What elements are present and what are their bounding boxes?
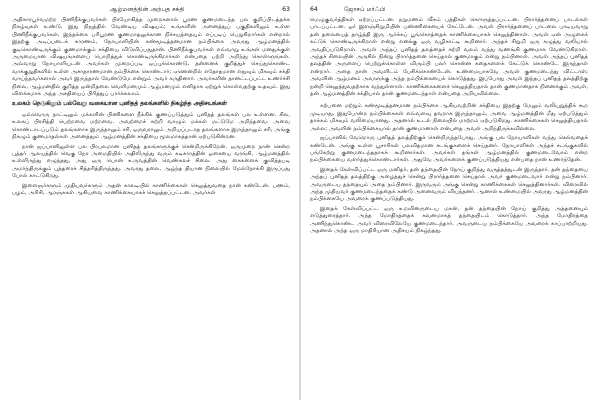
paragraph: ஜப்பானில் வேறொரு புனிதத் தலத்திற்குச் சென்றிருந்தபோது, அங்கு பல நோயாளிகள் வந்து செல்வதைக் கண்டேன். அங்கு உள்ள பூசாரிகள் பலவிதமான சடங்குகளைச் செய்தனர். நோயாளிகள் அந்தச் சடங்குகளில் பங்கேற்று குணமடைந்ததாகக் கூறினார்கள். அவர்கள் தங்கள் ஆழ்மனத்தில் குணமடைவோம் என்ற நம்பிக்கையை வளர்த்துக்கொண்டார்கள். அதுவே அவர்களைக் குணப்படுத்தியது என்பதை நான் உணர்ந்தேன். — [310, 135, 588, 164]
paragraph: மெழுகுவர்த்திகள் ஏற்றப்பட்டன. நறுமணம் வீசும் பத்திகள் கொளுத்தப்பட்டன. பிரார்த்தனைப் பாடல்கள் பாடப்பட்டன. ஓர் இளஞ்சிறுமியின் பண்ணிசையைக் கேட்டேன். அவள் பிரார்த்தனைப் பாடலை பாடியவாறு தன் தலையைத் தாழ்த்தி இரு ஆர்க்கப் பூங்கொத்தைக் காணிக்கையாகச் செலுத்தினாள். அவள் ஏன் அழுகைக் கட்டுக் கொண்டிருக்கிறாள் என்று எனக்கு ஒரு வழிகாட்டி கூறினார். அந்தச் சிறுமி ஒரு கழுத்து வலியால் அவதிப்படுகிறாள். அவள் அந்தப் புனிதத் தலத்தைச் சுற்றி வலம் வந்து வணங்கி குணமாக வேண்டுகிறாள். அந்தச் சிலையின் அருகில் நின்று பிரார்த்தனை செய்தால் குணமாகும் என்று நம்பினாள். அவள் அந்தப் புனிதத் தலத்தின் அருளைப் பெற்றுக்கொள்ள விரும்பி பலர் சொன்ன கதைகளைக் கேட்டுக் கொண்டே இருந்தாள் என்றார். அதை நான் அவளிடம் பேசிக்கொண்டேன். உண்மையாகவே அவள் குணமடைந்து விட்டாள்; அவளின் ஆழ்மனம் அவளுக்கு அந்த நம்பிக்கையைக் கொடுத்தது. இப்போது அவள் இந்தப் புனிதத் தலத்திற்கு நன்றி செலுத்துவதற்காக வந்துள்ளாள். காணிக்கைகளைச் செலுத்தியதால் தான் குணமானதாக நினைக்கும் அவள், தன் ஆழ்மனத்தின் சக்தியால் தான் குணமடைந்தாள் என்பதை அறியவில்லை. — [310, 17, 588, 98]
page-number: 64 — [310, 6, 318, 13]
paragraph: இதைக் கேள்விப்பட்ட ஒரு மனிதர், தன் தந்தையின் நோய் குறித்து வருத்தத்துடன் இருந்தார். தன் தந்தையை அந்தப் புனிதத் தலத்திற்கு அழைத்துச் சென்று பிரார்த்தனை செய்தால் அவர் குணமடைவார் என்று நம்பினார். அவருடைய தந்தையும் அதை நம்பினார். இருவரும் அங்கு சென்று காணிக்கைகள் செலுத்தினார்கள். விரைவில் அந்த முதியவர் குணமடைந்ததைக் கண்டு அனைவரும் வியந்தனர். ஆனால் உண்மையில் அவரது ஆழ்மனத்தின் நம்பிக்கையே அவரைக் குணப்படுத்தியது. — [310, 166, 588, 203]
left-page-header — [12, 6, 290, 14]
right-page-header — [310, 6, 588, 14]
page-number: 63 — [282, 6, 290, 13]
right-page — [300, 0, 600, 400]
paragraph: நான் ஜப்பானிலுள்ள பல பிரபலமான புனிதத் தலங்களுக்குச் சென்றிருக்கிறேன். ஒருமுறை நான் சென்ற புத்தர் ஆலயத்தில் வெகு நேர அமைதியில் அதிலிருந்து வரும் கடிகாரத்தின் ஓசையை வரங்கி, ஆழ்மனத்தில் உள்ளிருந்து எழுந்தது, அது ஒரு பொன் உருவத்தின் வெண்கலச் சிலை. அது கைகளைக் குவித்தபடி அமர்ந்திருக்கும் புத்தரைச் சித்தரித்திருந்தது. அவரது தலை, ஆழ்ந்த தியான நிலையில் மேல்நோக்கி இருப்பது போல் காட்டுகிறது. — [12, 143, 290, 180]
paragraph: இதைக் கேள்விப்பட்ட ஒரு உறவினருடைய மகன், தன் தந்தையின் நோய் குறித்து அத்தனையும் எடுத்துரைத்தார். அந்த மோதிரத்தைக் கவனமாகத் தந்தையிடம் கொடுத்தார். அந்த மோதிரத்தை அணிந்துகொண்ட அவர் விரைவிலேயே குணமடைந்தார். அவருடைய நம்பிக்கையே அவரைக் காப்பாற்றியது. அதனால் அந்த ஒரு மாதிரியான அதிசயம் நிகழ்ந்தது. — [310, 205, 588, 234]
paragraph: கற்பனை மற்றும் கண்மூடித்தனமான நம்பிக்கை ஆகியவற்றின் சக்தியை இதற்கு மேலும் வலியுறுத்திக் கூற முடியாது. இதுபோன்ற நம்பிக்கைகள் எவ்வளவு தவறாக இருந்தாலும், அவை ஆழ்மனத்தின் மீது ஏற்படுத்தும் தாக்கம் மிகவும் வலிமையானது. அதனால் உடல் நிலையில் மாற்றம் ஏற்படுகிறது. காணிக்கைகள் செலுத்தியதால் அல்ல; அவளின் நம்பிக்கையால் தான் குணமானாள் என்பதை அவள் அறிந்திருக்கவில்லை. — [310, 103, 588, 132]
paragraph: ஒவ்வொரு நாட்டிலும் மக்களின் பிணிகளை நீக்கிக் குணப்படுத்தும் புனிதத் தலங்கள் பல உள்ளன. சில, உலகப் பிரசித்தி பெற்றவை மற்றவை. அவற்றைச் சுற்றி வாழும் மக்கள் மட்டுமே அறிந்தவை. அவை கொண்டாடப்படும் தலங்களாக இருந்தாலும் சரி, ஒருவராலும் அறியப்படாத தலங்களாக இருந்தாலும் சரி, அங்கு நிகழும் குணமாதல்கள் அனைத்தும் ஆழ்மனத்தின் சக்தியை மூலமாகத்தான் ஏற்படுகின்றன. — [12, 111, 290, 141]
running-title: ஆழ்மனத்தின் அற்புத சக்தி — [109, 6, 185, 13]
paragraph: அதிகாரபூர்வமற்ற பிணிநீக்குபவர்கள் பிரயோகித்த முறைகளால் பூரண குணமடைந்த பல குறிப்பிடத்தக்க நிகழ்வுகள் உண்டு. இது நிஜத்தில் வேண்டிய விஷயம்; உங்களின் அனைத்துப் பகுதிகளிலும் உள்ள பிணிநீக்குபவர்கள், இந்தக்கை பரிபூரண குணமாதலுக்கான நிச்சயத்தையும் எப்படிப் பெறுகிறார்கள் என்றால் இதற்கு அடிப்படைக் காரணம், நோயாளியின் கண்மூடித்தனமான நம்பிக்கை அவரது ஆழ்மனத்தில் குடிகொண்டிருக்கும் குணமாக்கும் சக்தியை விடுவிப்பதுதான். பிணிநீக்குபவர்கள் எவ்வாறு உங்கள் மனதுக்குள் அருமையான விஷயங்களைப் பொறித்துக் கொண்டிருக்கிறார்கள் என்பதை பற்றி அறிந்து கொள்ளுங்கள். அவ்வாறு நோயாளியுடன் அவர்கள் முறைப்படி ஒப்புக்கொண்டு, தன்னைக் குறித்துச் செய்துகொண்ட வாக்குறுதிகளில் உள்ள அசாதாரணமான நம்பிக்கை கொண்டார்; ஏனென்றில் எதோதமான எதுவும் மிகவும் சக்தி வாய்ந்தவர்களால் அவர் இருந்தால் வேண்டுமே என்றும் அவர் கருதினார். அவர்களின் தானட்டப்பட்ட உணர்ச்சி நிலை, ஆழ்மனதில் குறித்த ஒன்றிதலை வெளிமனமும் ஆழ்மனமும் எனிதாக ஏற்றுக் கொள்வதற்கு உதவும். இது விளக்கமாக அந்த அசதியைப் பிரித்துப் பார்க்கலாம். — [12, 17, 290, 98]
running-title: ஜோசப் மர்ஃபி — [343, 6, 386, 13]
section-heading: உலகம் நெடுகிலும் பல்வேறு வகையான புனிதத் தலங்களில் நிகழ்ந்த அதிசயங்கள் — [12, 101, 227, 108]
paragraph: இளைஞர்களும் முதியவர்களும் அதன் காலடியில் காணிக்கைகள் செலுத்துவதை நான் கண்டேன். பணம், பழம், அரிசி, ஆரஞ்சுகள் ஆகியவை காணிக்கையாகச் செலுத்தப்பட்டன. அவர்கள் — [12, 182, 290, 196]
